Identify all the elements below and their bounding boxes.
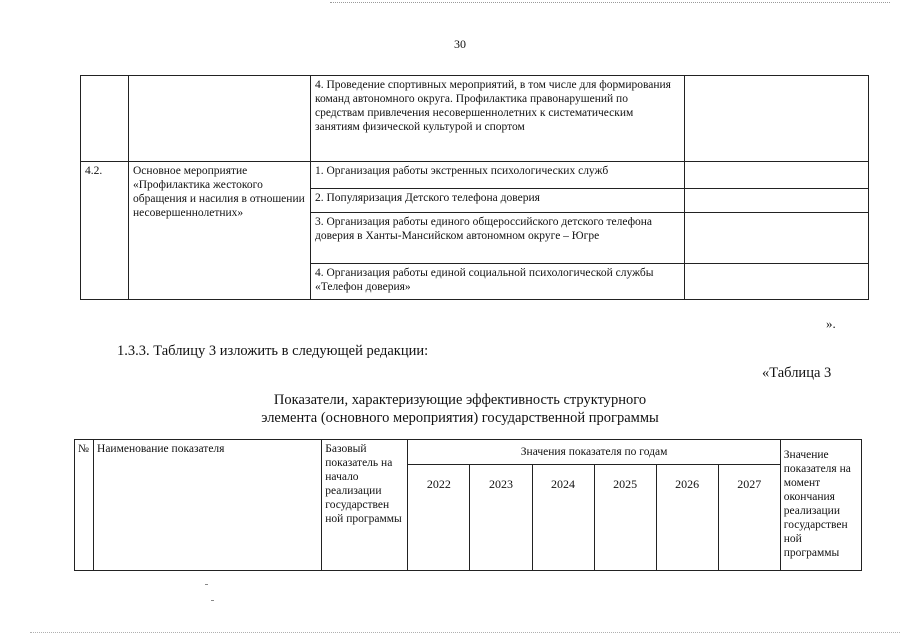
table-title <box>230 391 690 427</box>
cell-number <box>81 76 129 162</box>
cell-activity: 2. Популяризация Детского телефона доверия <box>311 189 685 213</box>
table-row <box>81 162 869 189</box>
table-title-line: Показатели, характеризующие эффективность структурного <box>273 392 647 408</box>
cell-empty <box>685 213 869 264</box>
indicators-table <box>74 439 862 571</box>
page-number: 30 <box>454 37 466 51</box>
cell-empty <box>685 162 869 189</box>
cell-main-event: Основное мероприятие «Профилактика жестокого обращения и насилия в отношении несовершеннолетних» <box>129 162 311 300</box>
header-year: 2024 <box>532 465 594 571</box>
cell-activity: 3. Организация работы единого общероссийского детского телефона доверия в Ханты-Мансийском автономном округе – Югре <box>311 213 685 264</box>
scan-edge-bottom <box>30 632 900 633</box>
edit-instruction: 1.3.3. Таблицу 3 изложить в следующей редакции: <box>117 343 429 359</box>
cell-activity: 4. Организация работы единой социальной психологической службы «Телефон доверия» <box>311 264 685 300</box>
header-final-value: Значение показателя на момент окончания реализации государствен ной программы <box>780 440 861 571</box>
header-year: 2027 <box>718 465 780 571</box>
table-label: «Таблица 3 <box>762 365 832 381</box>
cell-number: 4.2. <box>81 162 129 300</box>
header-year: 2023 <box>470 465 532 571</box>
header-year: 2026 <box>656 465 718 571</box>
cell-empty <box>685 264 869 300</box>
cell-activity: 4. Проведение спортивных мероприятий, в том числе для формирования команд автономного округа. Профилактика правонарушений по средствам привлечения несовершеннолетних к систематическим занятиям физической культурой и спортом <box>311 76 685 162</box>
table-header-row <box>75 440 862 465</box>
header-number: № <box>75 440 94 571</box>
scan-speck <box>205 584 208 585</box>
header-indicator-name: Наименование показателя <box>94 440 322 571</box>
header-base-value: Базовый показатель на начало реализации государствен ной программы <box>322 440 408 571</box>
cell-activity: 1. Организация работы экстренных психологических служб <box>311 162 685 189</box>
header-year: 2025 <box>594 465 656 571</box>
table-title-line: элемента (основного мероприятия) государственной программы <box>261 410 659 426</box>
cell-empty <box>685 189 869 213</box>
scan-speck <box>211 600 214 601</box>
measures-table-continuation <box>80 75 869 300</box>
header-year: 2022 <box>408 465 470 571</box>
table-row <box>81 76 869 162</box>
cell-empty <box>685 76 869 162</box>
header-years-group: Значения показателя по годам <box>408 440 780 465</box>
cell-main-event <box>129 76 311 162</box>
scan-edge-top <box>330 2 890 3</box>
closing-quote: ». <box>826 316 836 331</box>
